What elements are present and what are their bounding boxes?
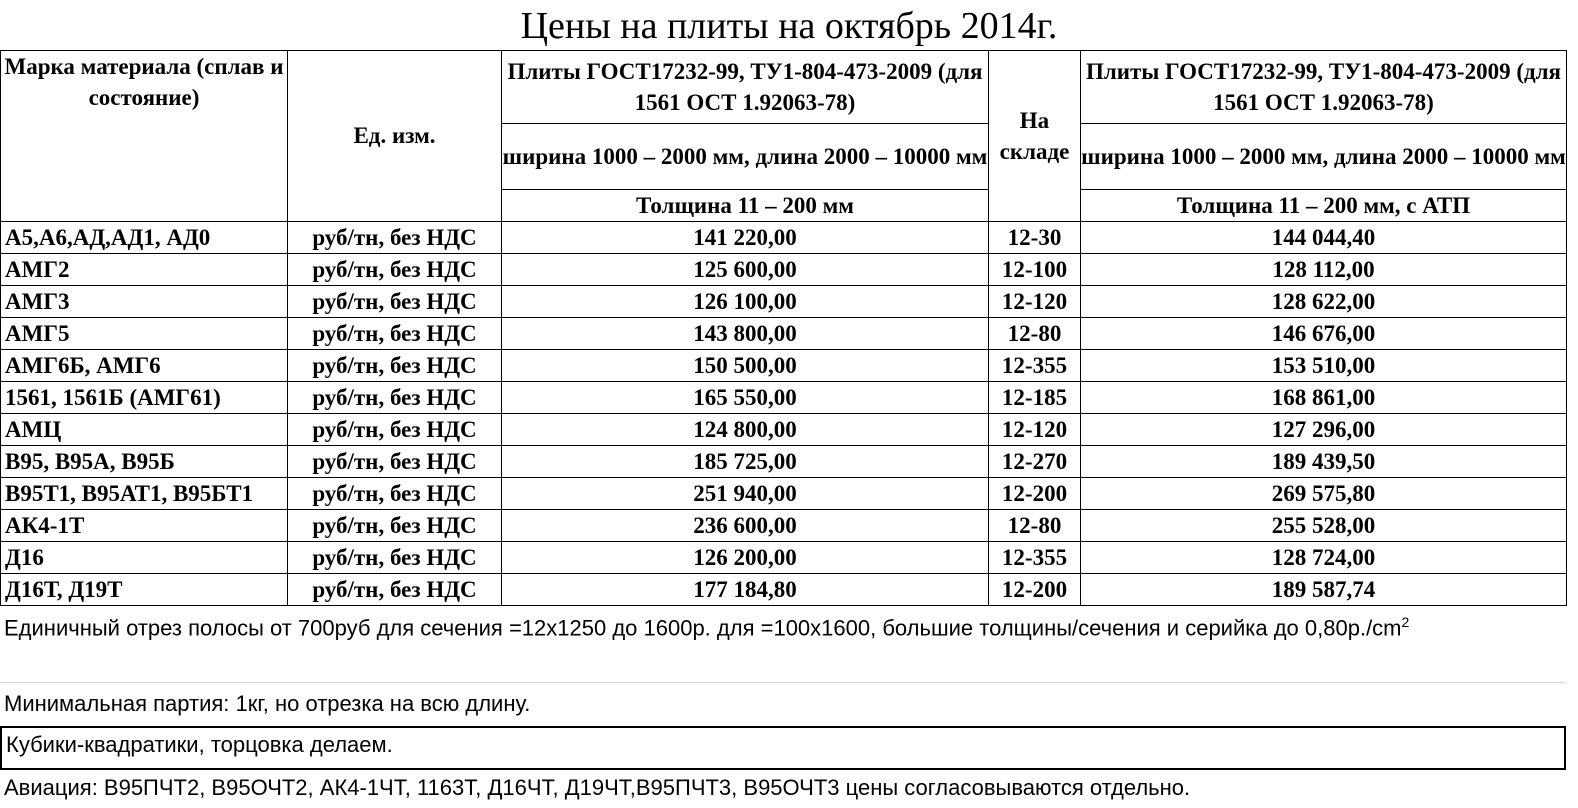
cell-price-atp: 189 587,74 xyxy=(1081,574,1567,606)
header-group1-size: ширина 1000 – 2000 мм, длина 2000 – 10000 мм xyxy=(502,124,989,190)
table-row xyxy=(1,542,1567,574)
cell-material: АМГ6Б, АМГ6 xyxy=(1,350,288,382)
cell-unit: руб/тн, без НДС xyxy=(288,286,502,318)
header-material: Марка материала (сплав и состояние) xyxy=(1,51,288,222)
cell-unit: руб/тн, без НДС xyxy=(288,446,502,478)
cell-price: 150 500,00 xyxy=(502,350,989,382)
price-table xyxy=(0,50,1567,606)
cell-unit: руб/тн, без НДС xyxy=(288,478,502,510)
cell-stock: 12-100 xyxy=(989,254,1081,286)
cell-material: АМГ3 xyxy=(1,286,288,318)
cell-stock: 12-185 xyxy=(989,382,1081,414)
cell-unit: руб/тн, без НДС xyxy=(288,318,502,350)
cell-price: 124 800,00 xyxy=(502,414,989,446)
table-row xyxy=(1,446,1567,478)
note-cut-text: Единичный отрез полосы от 700руб для сечения =12х1250 до 1600р. для =100х1600, большие толщины/сечения и серийка до 0,80р./cm xyxy=(4,615,1402,641)
note-cut-pricing xyxy=(0,605,1566,683)
cell-stock: 12-120 xyxy=(989,414,1081,446)
page-title: Цены на плиты на октябрь 2014г. xyxy=(520,5,1058,47)
table-row xyxy=(1,574,1567,606)
cell-unit: руб/тн, без НДС xyxy=(288,510,502,542)
table-row xyxy=(1,222,1567,254)
header-stock: На складе xyxy=(989,51,1081,222)
header-group2-size: ширина 1000 – 2000 мм, длина 2000 – 10000 мм xyxy=(1081,124,1567,190)
cell-price: 126 200,00 xyxy=(502,542,989,574)
cell-unit: руб/тн, без НДС xyxy=(288,574,502,606)
cell-price: 141 220,00 xyxy=(502,222,989,254)
cell-price-atp: 146 676,00 xyxy=(1081,318,1567,350)
cell-material: В95, В95А, В95Б xyxy=(1,446,288,478)
cell-stock: 12-200 xyxy=(989,574,1081,606)
cell-price: 177 184,80 xyxy=(502,574,989,606)
cell-price-atp: 128 112,00 xyxy=(1081,254,1567,286)
table-row xyxy=(1,286,1567,318)
cell-price: 125 600,00 xyxy=(502,254,989,286)
cell-stock: 12-80 xyxy=(989,510,1081,542)
cell-price-atp: 128 724,00 xyxy=(1081,542,1567,574)
cell-stock: 12-355 xyxy=(989,350,1081,382)
cell-price-atp: 144 044,40 xyxy=(1081,222,1567,254)
table-row xyxy=(1,510,1567,542)
cell-material: В95Т1, В95АТ1, В95БТ1 xyxy=(1,478,288,510)
cell-stock: 12-30 xyxy=(989,222,1081,254)
cell-material: АМГ2 xyxy=(1,254,288,286)
cell-price-atp: 127 296,00 xyxy=(1081,414,1567,446)
cell-material: АК4-1Т xyxy=(1,510,288,542)
table-row xyxy=(1,318,1567,350)
table-row xyxy=(1,414,1567,446)
cell-unit: руб/тн, без НДС xyxy=(288,254,502,286)
cell-price-atp: 168 861,00 xyxy=(1081,382,1567,414)
cell-stock: 12-120 xyxy=(989,286,1081,318)
cell-unit: руб/тн, без НДС xyxy=(288,542,502,574)
cell-price: 143 800,00 xyxy=(502,318,989,350)
cell-stock: 12-270 xyxy=(989,446,1081,478)
note-min-batch: Минимальная партия: 1кг, но отрезка на всю длину. xyxy=(4,691,531,716)
cell-price: 165 550,00 xyxy=(502,382,989,414)
header-group2-thickness: Толщина 11 – 200 мм, с АТП xyxy=(1081,190,1567,222)
cell-material: 1561, 1561Б (АМГ61) xyxy=(1,382,288,414)
note-cut-superscript: 2 xyxy=(1401,614,1410,630)
table-row xyxy=(1,350,1567,382)
cell-unit: руб/тн, без НДС xyxy=(288,350,502,382)
cell-price-atp: 269 575,80 xyxy=(1081,478,1567,510)
cell-price-atp: 128 622,00 xyxy=(1081,286,1567,318)
cell-price: 251 940,00 xyxy=(502,478,989,510)
header-group1-title: Плиты ГОСТ17232-99, ТУ1-804-473-2009 (для 1561 ОСТ 1.92063-78) xyxy=(502,51,989,124)
note-aviation: Авиация: В95ПЧТ2, В95ОЧТ2, АК4-1ЧТ, 1163Т, Д16ЧТ, Д19ЧТ,В95ПЧТ3, В95ОЧТ3 цены согласовываются отдельно. xyxy=(4,775,1191,800)
cell-material: Д16Т, Д19Т xyxy=(1,574,288,606)
cell-price-atp: 189 439,50 xyxy=(1081,446,1567,478)
cell-price: 185 725,00 xyxy=(502,446,989,478)
cell-price-atp: 255 528,00 xyxy=(1081,510,1567,542)
cell-material: АМГ5 xyxy=(1,318,288,350)
header-group2-title: Плиты ГОСТ17232-99, ТУ1-804-473-2009 (для 1561 ОСТ 1.92063-78) xyxy=(1081,51,1567,124)
price-rows xyxy=(1,222,1567,606)
cell-unit: руб/тн, без НДС xyxy=(288,382,502,414)
cell-unit: руб/тн, без НДС xyxy=(288,414,502,446)
table-row xyxy=(1,478,1567,510)
cell-stock: 12-80 xyxy=(989,318,1081,350)
cell-unit: руб/тн, без НДС xyxy=(288,222,502,254)
cell-price: 236 600,00 xyxy=(502,510,989,542)
cell-material: Д16 xyxy=(1,542,288,574)
header-group1-thickness: Толщина 11 – 200 мм xyxy=(502,190,989,222)
header-unit: Ед. изм. xyxy=(288,51,502,222)
table-row xyxy=(1,254,1567,286)
cell-material: АМЦ xyxy=(1,414,288,446)
cell-stock: 12-200 xyxy=(989,478,1081,510)
cell-price-atp: 153 510,00 xyxy=(1081,350,1567,382)
cell-price: 126 100,00 xyxy=(502,286,989,318)
cell-material: А5,А6,АД,АД1, АД0 xyxy=(1,222,288,254)
table-row xyxy=(1,382,1567,414)
cell-stock: 12-355 xyxy=(989,542,1081,574)
note-cubes: Кубики-квадратики, торцовка делаем. xyxy=(0,726,1566,770)
